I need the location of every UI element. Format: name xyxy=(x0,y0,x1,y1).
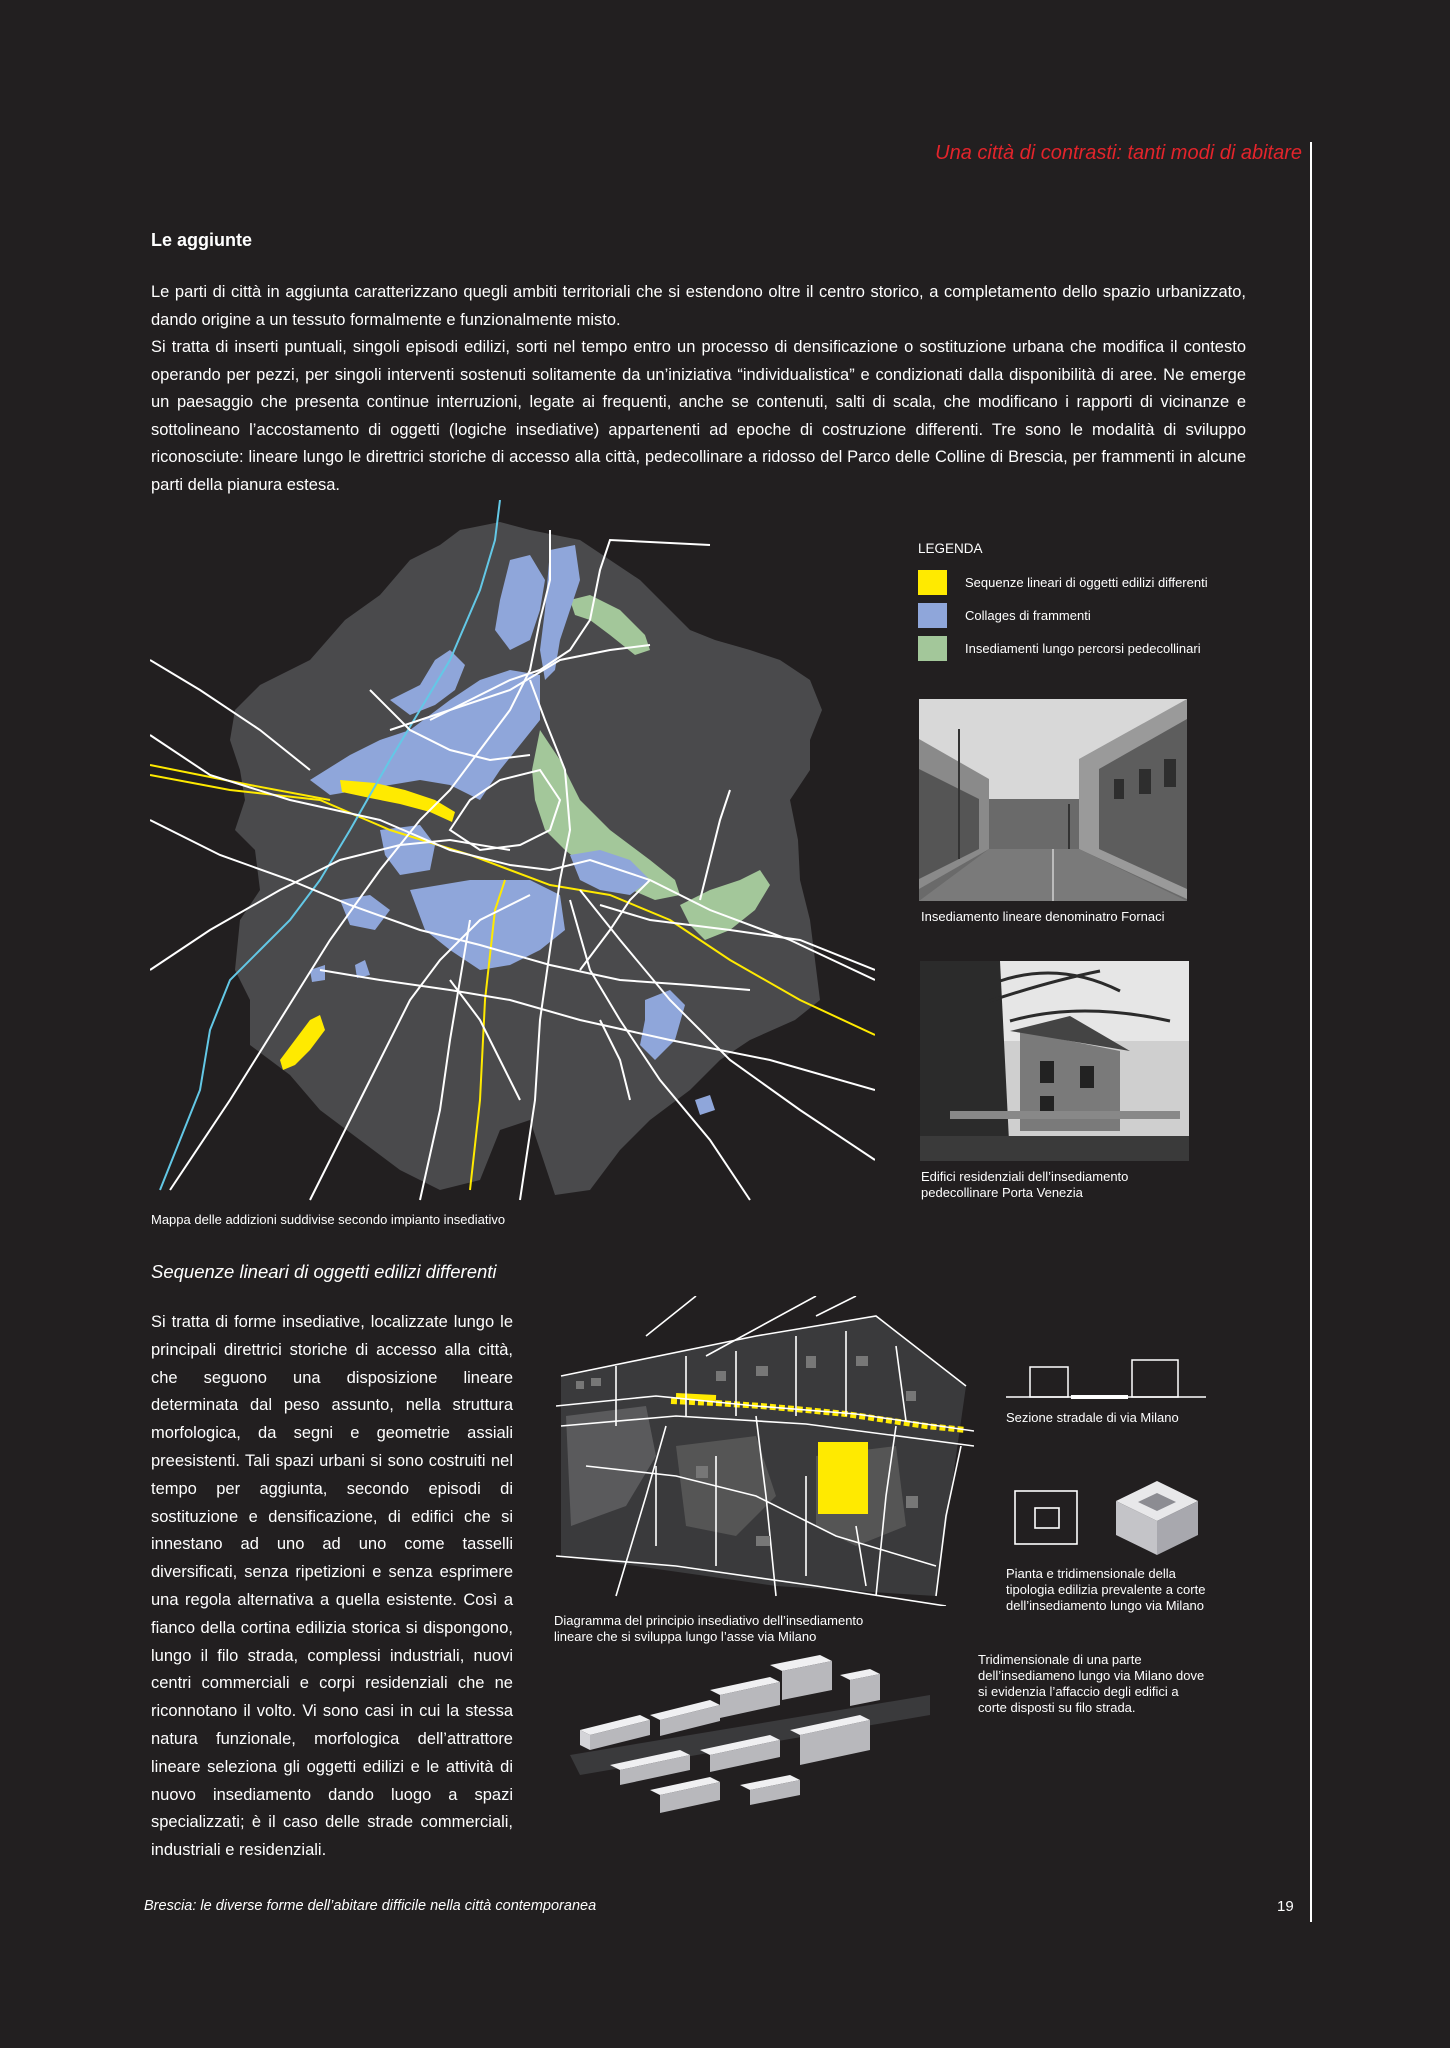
photo-street-fornaci xyxy=(919,699,1187,901)
page-number: 19 xyxy=(1277,1898,1294,1915)
chapter-title: Una città di contrasti: tanti modi di abitare xyxy=(935,142,1302,164)
intro-text xyxy=(151,279,1246,499)
yellow-block xyxy=(818,1442,868,1514)
courtyard-3d-icon xyxy=(1114,1479,1200,1557)
vertical-divider xyxy=(1310,142,1312,1922)
intro-paragraph: Si tratta di inserti puntuali, singoli episodi edilizi, sorti nel tempo entro un processo di densificazione o sostituzione urbana che modifica il contesto operando per pezzi, per singoli interventi sostenuti solitamente da un’iniziativa “individualistica” e condizionati dalla disponibilità di aree. Ne emerge un paesaggio che presenta continue interruzioni, legate ai frequenti, anche se contenuti, salti di scala, che modificano i rapporti di vicinanze e sottolineano l’accostamento di oggetti (logiche insediative) appartenenti ad epoche di costruzione differenti. Tre sono le modalità di sviluppo riconosciute: lineare lungo le direttrici storiche di accesso alla città, pedecollinare a ridosso del Parco delle Colline di Brescia, per frammenti in alcune parti della pianura estesa. xyxy=(151,338,1246,494)
intro-paragraph: Le parti di città in aggiunta caratterizzano quegli ambiti territoriali che si estendono oltre il centro storico, a completamento dello spazio urbanizzato, dando origine a un tessuto formalmente e funzionalmente misto. xyxy=(151,283,1246,329)
legend-title: LEGENDA xyxy=(918,541,983,556)
legend-swatch xyxy=(918,636,947,661)
street-section-diagram xyxy=(1006,1357,1206,1403)
legend-label: Collages di frammenti xyxy=(965,608,1091,623)
legend-item xyxy=(918,636,1308,661)
legend-item xyxy=(918,570,1308,595)
typology-caption: Pianta e tridimensionale della tipologia edilizia prevalente a corte dell’insediamento lungo via Milano xyxy=(1006,1566,1206,1613)
section-heading: Le aggiunte xyxy=(151,230,253,250)
legend-swatch xyxy=(918,603,947,628)
legend-label: Insediamenti lungo percorsi pedecollinari xyxy=(965,641,1201,656)
subsection-heading: Sequenze lineari di oggetti edilizi differenti xyxy=(151,1261,497,1282)
map-caption: Mappa delle addizioni suddivise secondo impianto insediativo xyxy=(151,1212,506,1227)
photo-porta-venezia xyxy=(920,961,1189,1161)
blue-zone xyxy=(695,1095,715,1115)
axo-caption: Tridimensionale di una parte dell’insediameno lungo via Milano dove si evidenzia l’affaccio degli edifici a corte disposti su filo strada. xyxy=(978,1652,1205,1715)
courtyard-plan-icon xyxy=(1014,1490,1082,1546)
legend-item xyxy=(918,603,1308,628)
legend xyxy=(918,541,1308,669)
footer-book-title: Brescia: le diverse forme dell’abitare difficile nella città contemporanea xyxy=(144,1898,597,1914)
photo-caption: Edifici residenziali dell’insediamento pedecollinare Porta Venezia xyxy=(921,1169,1129,1200)
legend-label: Sequenze lineari di oggetti edilizi differenti xyxy=(965,575,1208,590)
plan-diagram-via-milano xyxy=(556,1296,974,1606)
plan-caption: Diagramma del principio insediativo dell’insediamento lineare che si sviluppa lungo l’asse via Milano xyxy=(554,1613,864,1644)
photo-caption: Insediamento lineare denominatro Fornaci xyxy=(921,909,1165,924)
section-caption: Sezione stradale di via Milano xyxy=(1006,1410,1179,1425)
subsection-body: Si tratta di forme insediative, localizzate lungo le principali direttrici storiche di accesso alla città, che seguono una disposizione lineare determinata dal peso assunto, nella struttura morfologica, da segni e geometrie assiali preesistenti. Tali spazi urbani si sono costruiti nel tempo per aggiunta, secondo episodi di sostituzione e densificazione, di edifici che si innestano ad uno ad uno come tasselli diversificati, senza ripetizioni e senza esprimere una regola alternativa a quella esistente. Così a fianco della cortina edilizia storica si dispongono, lungo il filo strada, complessi industriali, nuovi centri commerciali e corpi residenziali che ne riconnotano il volto. Vi sono casi in cui la stessa natura funzionale, morfologica dell’attrattore lineare seleziona gli oggetti edilizi e le attività di nuovo insediamento dando luogo a spazi specializzati; è il caso delle strade commerciali, industriali e residenziali. xyxy=(151,1313,513,1860)
axonometric-via-milano xyxy=(570,1655,930,1830)
legend-swatch xyxy=(918,570,947,595)
additions-map xyxy=(150,500,875,1202)
